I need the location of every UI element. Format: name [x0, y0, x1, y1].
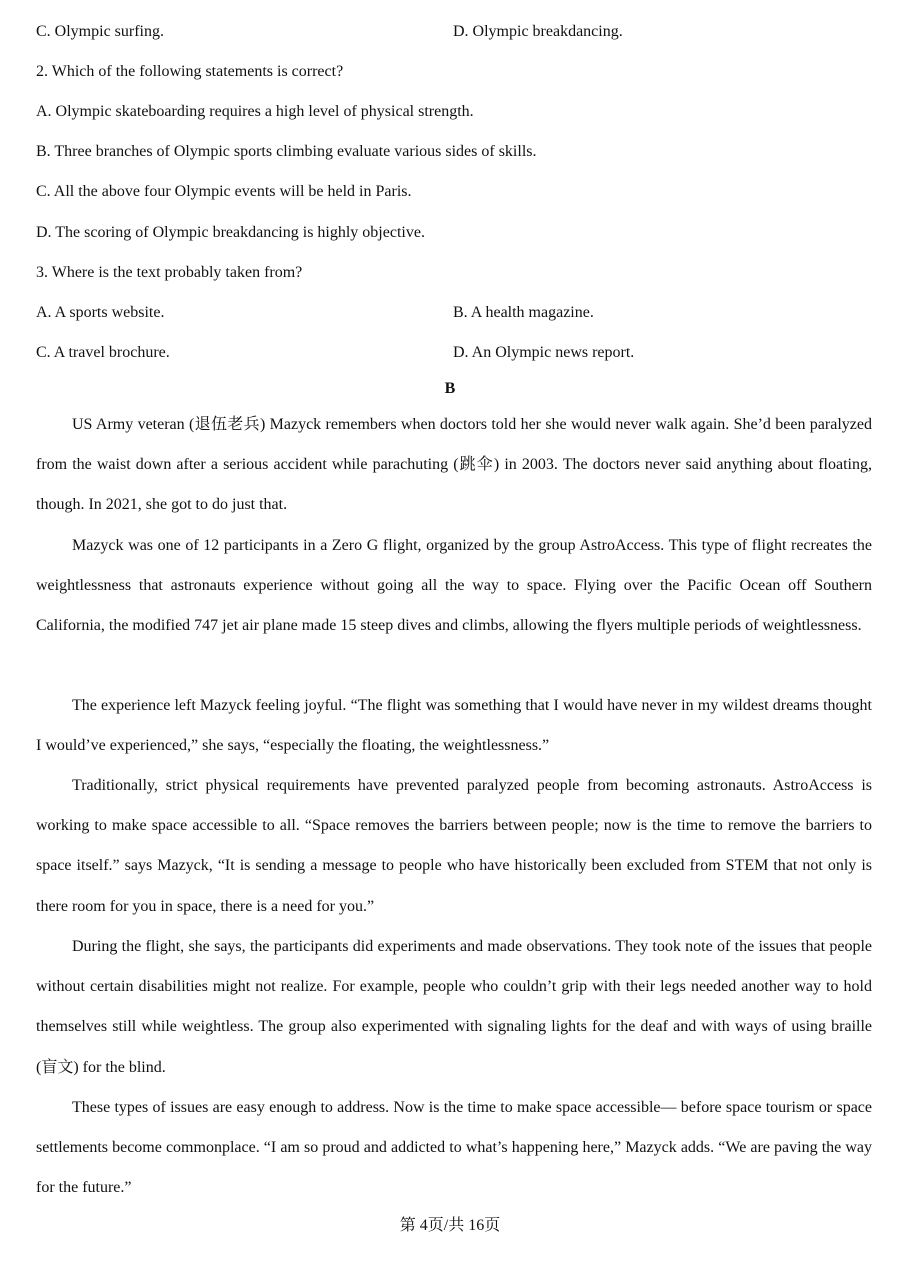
option-a-q3: A. A sports website. [36, 304, 165, 321]
option-d-q3: D. An Olympic news report. [453, 344, 635, 361]
passage-paragraph-3: The experience left Mazyck feeling joyful. “The flight was something that I would have never in my wildest dreams thought I would’ve experienced,” she says, “especially the floating, the weightlessness.” [36, 697, 872, 755]
question-3-stem: 3. Where is the text probably taken from? [36, 264, 303, 281]
passage-paragraph-5: During the flight, she says, the participants did experiments and made observations. They took note of the issues that people without certain disabilities might not realize. For example, people who couldn’t grip with their legs needed another way to hold themselves still while weightless. The group also experimented with signaling lights for the deaf and with ways of using braille (盲文) for the blind. [36, 938, 872, 1076]
passage-paragraph-1: US Army veteran (退伍老兵) Mazyck remembers when doctors told her she would never walk again. She’d been paralyzed from the waist down after a serious accident while parachuting (跳伞) in 2003. The doctors never said anything about floating, though. In 2021, she got to do just that. [36, 416, 872, 514]
option-b-q3: B. A health magazine. [453, 304, 594, 321]
option-c-q3: C. A travel brochure. [36, 344, 170, 361]
section-heading: B [444, 380, 456, 397]
option-a-q2: A. Olympic skateboarding requires a high level of physical strength. [36, 103, 474, 120]
passage-paragraph-4: Traditionally, strict physical requirements have prevented paralyzed people from becoming astronauts. AstroAccess is working to make space accessible to all. “Space removes the barriers between people; now is the time to remove the barriers to space itself.” says Mazyck, “It is sending a message to people who have historically been excluded from STEM that not only is there room for you in space, there is a need for you.” [36, 777, 872, 915]
passage-paragraph-2: Mazyck was one of 12 participants in a Zero G flight, organized by the group AstroAccess. This type of flight recreates the weightlessness that astronauts experience without going all the way to space. Flying over the Pacific Ocean off Southern California, the modified 747 jet air plane made 15 steep dives and climbs, allowing the flyers multiple periods of weightlessness. [36, 537, 872, 635]
option-c-q1: C. Olympic surfing. [36, 23, 164, 40]
page-number-footer: 第 4页/共 16页 [399, 1217, 501, 1234]
question-2-stem: 2. Which of the following statements is correct? [36, 63, 344, 80]
option-d-q1: D. Olympic breakdancing. [453, 23, 623, 40]
option-b-q2: B. Three branches of Olympic sports climbing evaluate various sides of skills. [36, 143, 537, 160]
option-c-q2: C. All the above four Olympic events will be held in Paris. [36, 183, 412, 200]
passage-paragraph-6: These types of issues are easy enough to address. Now is the time to make space accessible— before space tourism or space settlements become commonplace. “I am so proud and addicted to what’s happening here,” Mazyck adds. “We are paving the way for the future.” [36, 1099, 872, 1197]
option-d-q2: D. The scoring of Olympic breakdancing is highly objective. [36, 224, 425, 241]
